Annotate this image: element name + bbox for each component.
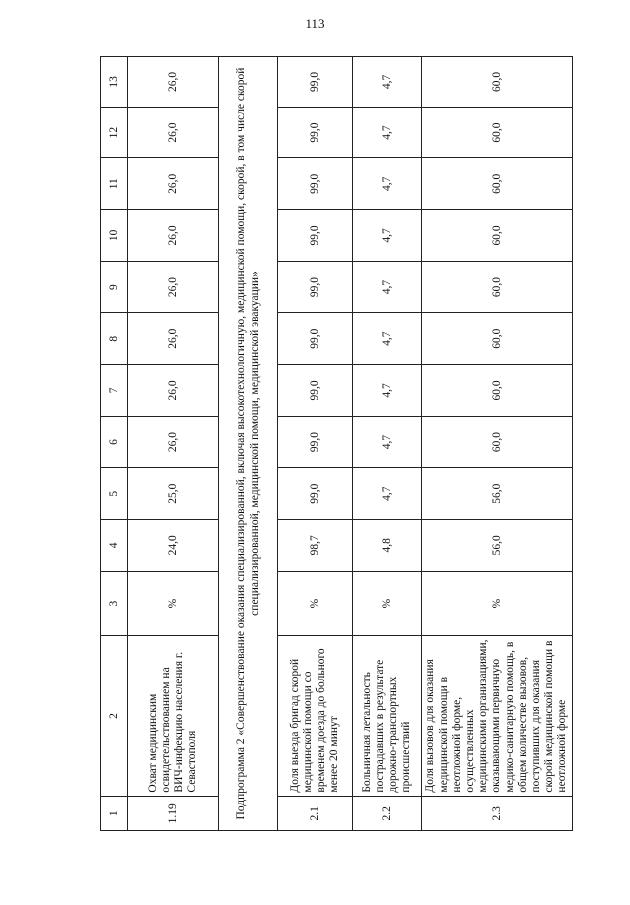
value-cell: 4,7 — [353, 468, 422, 520]
header-cell: 3 — [101, 571, 128, 636]
value-cell: 4,7 — [353, 57, 422, 108]
value-cell: 4,7 — [353, 365, 422, 417]
table-row — [128, 57, 219, 831]
value-cell: 4,7 — [353, 158, 422, 210]
value-cell: 26,0 — [128, 365, 219, 417]
value-cell: 24,0 — [128, 520, 219, 572]
value-cell: 4,7 — [353, 210, 422, 262]
value-cell: 60,0 — [422, 365, 573, 417]
table-row — [422, 57, 573, 831]
value-cell: 60,0 — [422, 57, 573, 108]
value-cell: 4,7 — [353, 107, 422, 158]
header-cell: 12 — [101, 107, 128, 158]
header-cell: 8 — [101, 313, 128, 365]
header-cell: 13 — [101, 57, 128, 108]
header-cell: 1 — [101, 796, 128, 830]
table-wrapper — [100, 56, 569, 831]
header-cell: 4 — [101, 520, 128, 572]
header-cell: 6 — [101, 416, 128, 468]
rotated-table-area — [100, 56, 569, 831]
value-cell: 60,0 — [422, 158, 573, 210]
value-cell: 99,0 — [278, 313, 353, 365]
row-code: 2.1 — [278, 796, 353, 830]
value-cell: 99,0 — [278, 365, 353, 417]
value-cell: 60,0 — [422, 416, 573, 468]
value-cell: 26,0 — [128, 158, 219, 210]
indicators-table — [100, 56, 573, 831]
table-row — [278, 57, 353, 831]
unit-cell: % — [353, 571, 422, 636]
row-code: 1.19 — [128, 796, 219, 830]
value-cell: 26,0 — [128, 57, 219, 108]
header-cell: 5 — [101, 468, 128, 520]
section-row — [219, 57, 278, 831]
value-cell: 25,0 — [128, 468, 219, 520]
value-cell: 99,0 — [278, 158, 353, 210]
row-code: 2.2 — [353, 796, 422, 830]
value-cell: 56,0 — [422, 520, 573, 572]
value-cell: 26,0 — [128, 210, 219, 262]
value-cell: 99,0 — [278, 416, 353, 468]
value-cell: 99,0 — [278, 261, 353, 313]
indicator-name: Доля вызовов для оказания медицинской помощи в неотложной форме, осуществленных медицинскими организациями, оказывающими первичную медико-санитарную помощь, в общем количестве вызовов, поступивших для оказания скорой медицинской помощи в неотложной форме — [422, 636, 573, 796]
value-cell: 99,0 — [278, 210, 353, 262]
header-cell: 2 — [101, 636, 128, 796]
value-cell: 26,0 — [128, 107, 219, 158]
unit-cell: % — [128, 571, 219, 636]
value-cell: 4,7 — [353, 261, 422, 313]
subprogram-title: Подпрограмма 2 «Совершенствование оказания специализированной, включая высокотехнологичную, медицинской помощи, скорой, в том числе скорой специализированной, медицинской помощи, медицинской эвакуации» — [219, 57, 278, 831]
value-cell: 4,7 — [353, 416, 422, 468]
header-cell: 7 — [101, 365, 128, 417]
indicator-name: Доля выезда бригад скорой медицинской помощи со временем доезда до больного менее 20 минут — [278, 636, 353, 796]
table-row — [353, 57, 422, 831]
row-code: 2.3 — [422, 796, 573, 830]
value-cell: 60,0 — [422, 210, 573, 262]
value-cell: 26,0 — [128, 313, 219, 365]
unit-cell: % — [422, 571, 573, 636]
value-cell: 56,0 — [422, 468, 573, 520]
value-cell: 98,7 — [278, 520, 353, 572]
value-cell: 60,0 — [422, 261, 573, 313]
value-cell: 99,0 — [278, 468, 353, 520]
header-cell: 10 — [101, 210, 128, 262]
value-cell: 99,0 — [278, 57, 353, 108]
value-cell: 4,7 — [353, 313, 422, 365]
value-cell: 26,0 — [128, 261, 219, 313]
page-number: 113 — [305, 16, 325, 31]
header-row — [101, 57, 128, 831]
value-cell: 60,0 — [422, 107, 573, 158]
value-cell: 4,8 — [353, 520, 422, 572]
header-cell: 11 — [101, 158, 128, 210]
indicator-name: Охват медицинским освидетельствованием на ВИЧ-инфекцию населения г. Севастополя — [128, 636, 219, 796]
indicator-name: Больничная летальность пострадавших в результате дорожно-транспортных происшествий — [353, 636, 422, 796]
value-cell: 26,0 — [128, 416, 219, 468]
unit-cell: % — [278, 571, 353, 636]
value-cell: 99,0 — [278, 107, 353, 158]
header-cell: 9 — [101, 261, 128, 313]
value-cell: 60,0 — [422, 313, 573, 365]
